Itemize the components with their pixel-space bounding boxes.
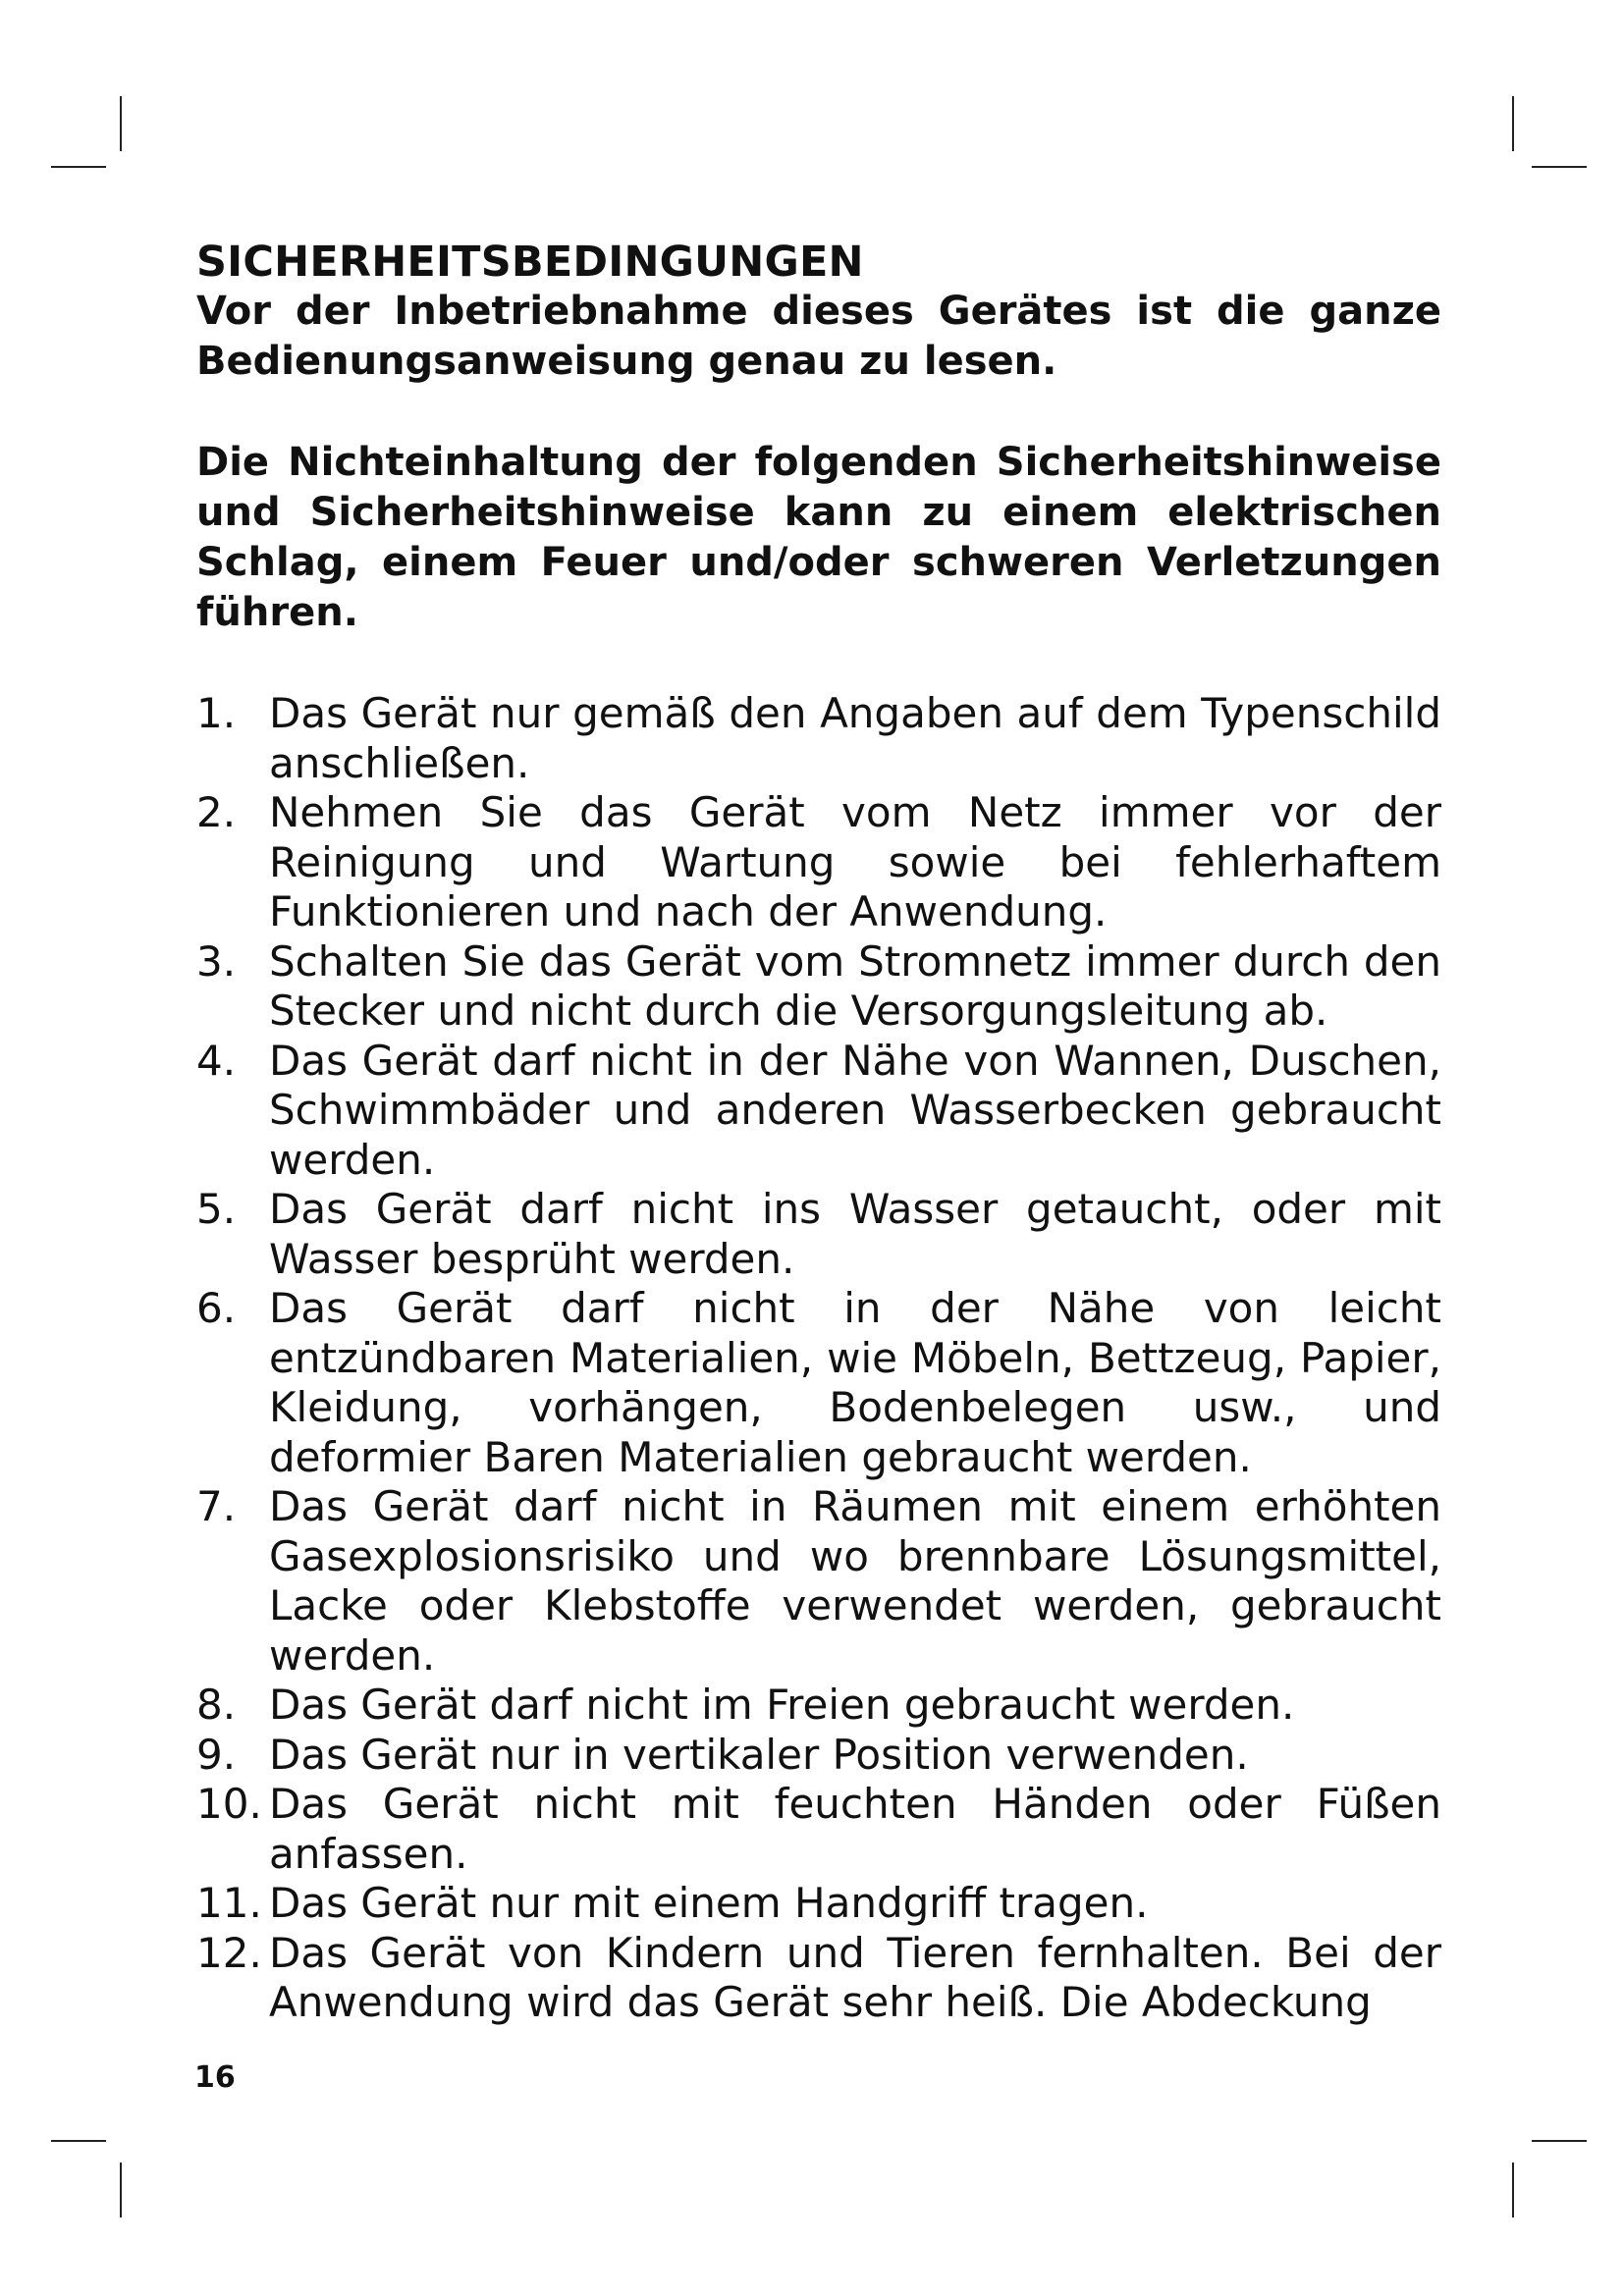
crop-mark-bottom-left-vertical bbox=[120, 2163, 122, 2217]
item-number: 2. bbox=[196, 788, 237, 836]
intro-paragraph: Vor der Inbetriebnahme dieses Gerätes ist die ganze Bedienungsanweisung genau zu lesen. bbox=[196, 289, 1441, 384]
item-text: Das Gerät von Kindern und Tieren fernhalten. Bei der Anwendung wird das Gerät sehr heiß. Die Abdeckung bbox=[269, 1928, 1441, 2026]
warning-paragraph: Die Nichteinhaltung der folgenden Sicherheitshinweise und Sicherheitshinweise kann zu einem elektrischen Schlag, einem Feuer und/oder schweren Verletzungen führen. bbox=[196, 440, 1441, 635]
item-number: 4. bbox=[196, 1036, 237, 1085]
item-number: 9. bbox=[196, 1730, 237, 1779]
page-number: 16 bbox=[194, 2060, 236, 2095]
crop-mark-top-left-vertical bbox=[120, 96, 122, 151]
crop-mark-bottom-left-horizontal bbox=[51, 2140, 106, 2142]
item-number: 7. bbox=[196, 1482, 237, 1530]
item-text: Nehmen Sie das Gerät vom Netz immer vor der Reinigung und Wartung sowie bei fehlerhaftem Funktionieren und nach der Anwendung. bbox=[269, 788, 1441, 935]
safety-instructions-list bbox=[196, 689, 1441, 2028]
list-item bbox=[196, 689, 1441, 788]
crop-mark-top-right-vertical bbox=[1512, 96, 1514, 151]
item-text: Das Gerät nur mit einem Handgriff tragen. bbox=[269, 1879, 1149, 1927]
crop-mark-top-left-horizontal bbox=[51, 166, 106, 168]
list-item bbox=[196, 1731, 1441, 1781]
item-text: Das Gerät darf nicht in Räumen mit einem erhöhten Gasexplosionsrisiko und wo brennbare Lösungsmittel, Lacke oder Klebstoffe verwendet werden, gebraucht werden. bbox=[269, 1482, 1441, 1680]
list-item bbox=[196, 937, 1441, 1037]
crop-mark-top-right-horizontal bbox=[1532, 166, 1587, 168]
item-text: Das Gerät darf nicht in der Nähe von leicht entzündbaren Materialien, wie Möbeln, Bettzeug, Papier, Kleidung, vorhängen, Bodenbelegen usw., und deformier Baren Materialien gebraucht werden. bbox=[269, 1284, 1441, 1481]
item-number: 10. bbox=[196, 1780, 262, 1828]
list-item bbox=[196, 1780, 1441, 1879]
list-item bbox=[196, 788, 1441, 937]
item-number: 5. bbox=[196, 1185, 237, 1233]
list-item bbox=[196, 1681, 1441, 1731]
item-text: Das Gerät nur in vertikaler Position verwenden. bbox=[269, 1730, 1249, 1779]
item-number: 1. bbox=[196, 689, 237, 737]
list-item bbox=[196, 1185, 1441, 1284]
crop-mark-bottom-right-vertical bbox=[1512, 2163, 1514, 2217]
item-text: Das Gerät nicht mit feuchten Händen oder Füßen anfassen. bbox=[269, 1780, 1441, 1878]
list-item bbox=[196, 1284, 1441, 1482]
item-text: Das Gerät nur gemäß den Angaben auf dem Typenschild anschließen. bbox=[269, 689, 1441, 787]
item-text: Das Gerät darf nicht ins Wasser getaucht, oder mit Wasser besprüht werden. bbox=[269, 1185, 1441, 1283]
item-number: 3. bbox=[196, 936, 237, 986]
list-item bbox=[196, 1879, 1441, 1929]
crop-mark-bottom-right-horizontal bbox=[1532, 2140, 1587, 2142]
page-content bbox=[196, 238, 1441, 2028]
item-text: Das Gerät darf nicht im Freien gebraucht werden. bbox=[269, 1681, 1295, 1729]
item-text: Schalten Sie das Gerät vom Stromnetz immer durch den Stecker und nicht durch die Versorgungsleitung ab. bbox=[269, 936, 1441, 1035]
list-item bbox=[196, 1929, 1441, 2028]
item-number: 6. bbox=[196, 1284, 237, 1332]
list-item bbox=[196, 1482, 1441, 1681]
item-text: Das Gerät darf nicht in der Nähe von Wannen, Duschen, Schwimmbäder und anderen Wasserbecken gebraucht werden. bbox=[269, 1036, 1441, 1184]
list-item bbox=[196, 1037, 1441, 1186]
page-title: SICHERHEITSBEDINGUNGEN bbox=[196, 238, 864, 287]
item-number: 8. bbox=[196, 1681, 237, 1729]
item-number: 11. bbox=[196, 1879, 262, 1927]
item-number: 12. bbox=[196, 1928, 262, 1977]
